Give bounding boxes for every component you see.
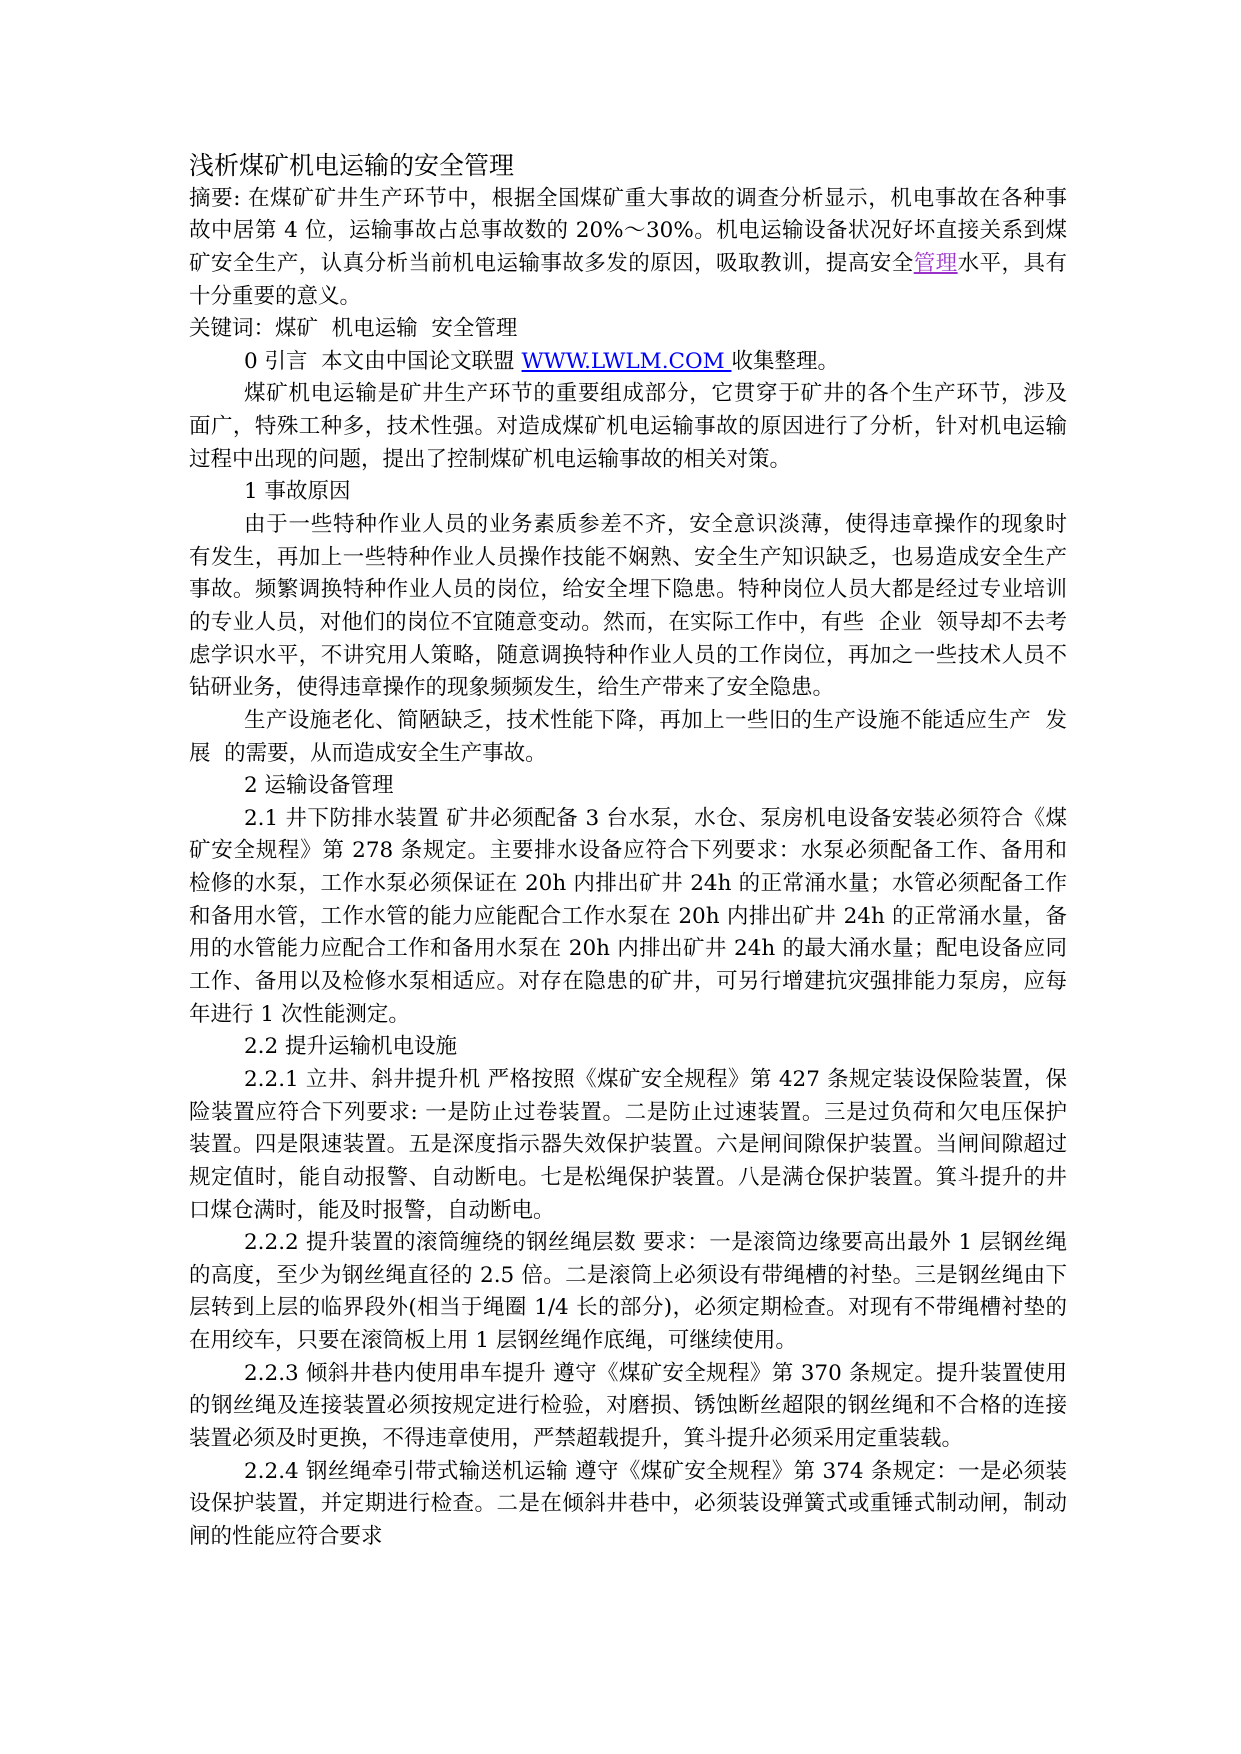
text-line: 装置必须及时更换，不得违章使用，严禁超载提升，箕斗提升必须采用定重装载。 [189, 1425, 964, 1451]
text-line: 2.2.4 钢丝绳牵引带式输送机运输 遵守《煤矿安全规程》第 374 条规定：一是必须装 [244, 1458, 1067, 1484]
intro-paragraph [189, 378, 1067, 476]
text-line: 2.1 井下防排水装置 矿井必须配备 3 台水泵，水仓、泵房机电设备安装必须符合《煤 [244, 805, 1067, 831]
text-line: 展 的需要，从而造成安全生产事故。 [189, 740, 547, 766]
section-2-2-2-paragraph [189, 1227, 1067, 1358]
text-line: 规定值时，能自动报警、自动断电。七是松绳保护装置。八是满仓保护装置。箕斗提升的井 [189, 1164, 1067, 1190]
text-line: 用的水管能力应配合工作和备用水泵在 20h 内排出矿井 24h 的最大涌水量；配电设备应同 [189, 936, 1067, 962]
text-line: 摘要: 在煤矿矿井生产环节中，根据全国煤矿重大事故的调查分析显示，机电事故在各种事 [189, 185, 1067, 211]
text-line: 虑学识水平，不讲究用人策略，随意调换特种作业人员的工作岗位，再加之一些技术人员不 [189, 642, 1067, 668]
text-line: 的钢丝绳及连接装置必须按规定进行检验，对磨损、锈蚀断丝超限的钢丝绳和不合格的连接 [189, 1393, 1067, 1419]
management-link[interactable]: 管理 [913, 250, 958, 276]
text-segment: 水平，具有 [957, 250, 1067, 276]
text-line: 关键词：煤矿 机电运输 安全管理 [189, 316, 518, 342]
text-line: 面广，特殊工种多，技术性强。对造成煤矿机电运输事故的原因进行了分析，针对机电运输 [189, 414, 1067, 440]
text-line: 十分重要的意义。 [189, 283, 362, 309]
text-line: 煤矿机电运输是矿井生产环节的重要组成部分，它贯穿于矿井的各个生产环节，涉及 [244, 381, 1067, 407]
text-line: 设保护装置，并定期进行检查。二是在倾斜井巷中，必须装设弹簧式或重锤式制动闸，制动 [189, 1491, 1067, 1517]
text-line [189, 346, 1067, 379]
text-line: 层转到上层的临界段外(相当于绳圈 1/4 长的部分)，必须定期检查。对现有不带绳槽衬垫的 [189, 1295, 1067, 1321]
keywords-paragraph [189, 313, 1067, 346]
document-title: 浅析煤矿机电运输的安全管理 [189, 151, 515, 180]
section-2-2-heading [189, 1031, 1067, 1064]
text-line: 2.2.3 倾斜井巷内使用串车提升 遵守《煤矿安全规程》第 370 条规定。提升装置使用 [244, 1360, 1067, 1386]
lwlm-website-link[interactable]: WWW.LWLM.COM [521, 348, 732, 374]
text-segment: 收集整理。 [731, 348, 839, 374]
text-line: 口煤仓满时，能及时报警，自动断电。 [189, 1197, 555, 1223]
document-page [189, 150, 1067, 1554]
text-line: 过程中出现的问题，提出了控制煤矿机电运输事故的相关对策。 [189, 446, 792, 472]
section-2-2-1-paragraph [189, 1064, 1067, 1227]
section-1-paragraph [189, 705, 1067, 770]
text-line: 事故。频繁调换特种作业人员的岗位，给安全埋下隐患。特种岗位人员大都是经过专业培训 [189, 577, 1067, 603]
text-line: 故中居第 4 位，运输事故占总事故数的 20%～30%。机电运输设备状况好坏直接关系到煤 [189, 218, 1067, 244]
text-line: 工作、备用以及检修水泵相适应。对存在隐患的矿井，可另行增建抗灾强排能力泵房，应每 [189, 969, 1067, 995]
section-2-heading [189, 770, 1067, 803]
section-2-2-4-paragraph [189, 1456, 1067, 1554]
text-line: 有发生，再加上一些特种作业人员操作技能不娴熟、安全生产知识缺乏，也易造成安全生产 [189, 544, 1067, 570]
text-line: 钻研业务，使得违章操作的现象频频发生，给生产带来了安全隐患。 [189, 675, 835, 701]
text-line: 在用绞车，只要在滚筒板上用 1 层钢丝绳作底绳，可继续使用。 [189, 1328, 797, 1354]
abstract-paragraph [189, 183, 1067, 314]
text-line: 年进行 1 次性能测定。 [189, 1001, 410, 1027]
text-line: 闸的性能应符合要求 [189, 1523, 383, 1549]
section-2-2-3-paragraph [189, 1358, 1067, 1456]
text-line: 生产设施老化、简陋缺乏，技术性能下降，再加上一些旧的生产设施不能适应生产 发 [244, 707, 1067, 733]
text-line [189, 248, 1067, 281]
section-1-heading [189, 476, 1067, 509]
text-line: 1 事故原因 [244, 479, 351, 505]
text-line: 险装置应符合下列要求: 一是防止过卷装置。二是防止过速装置。三是过负荷和欠电压保护 [189, 1099, 1067, 1125]
text-line: 由于一些特种作业人员的业务素质参差不齐，安全意识淡薄，使得违章操作的现象时 [244, 512, 1067, 538]
text-line: 2.2.1 立井、斜井提升机 严格按照《煤矿安全规程》第 427 条规定装设保险装置，保 [244, 1066, 1067, 1092]
text-line: 和备用水管，工作水管的能力应能配合工作水泵在 20h 内排出矿井 24h 的正常涌水量，备 [189, 903, 1067, 929]
section-1-paragraph [189, 509, 1067, 705]
text-line: 检修的水泵，工作水泵必须保证在 20h 内排出矿井 24h 的正常涌水量；水管必须配备工作 [189, 871, 1067, 897]
text-line: 装置。四是限速装置。五是深度指示器失效保护装置。六是闸间隙保护装置。当闸间隙超过 [189, 1132, 1067, 1158]
text-line: 矿安全规程》第 278 条规定。主要排水设备应符合下列要求：水泵必须配备工作、备用和 [189, 838, 1067, 864]
section-2-1-paragraph [189, 803, 1067, 1031]
text-line: 的高度，至少为钢丝绳直径的 2.5 倍。二是滚筒上必须设有带绳槽的衬垫。三是钢丝绳由下 [189, 1262, 1067, 1288]
text-line: 的专业人员，对他们的岗位不宜随意变动。然而，在实际工作中，有些 企业 领导却不去考 [189, 609, 1067, 635]
intro-heading [189, 346, 1067, 379]
text-segment: 矿安全生产，认真分析当前机电运输事故多发的原因，吸取教训，提高安全 [189, 250, 914, 276]
text-line: 2.2 提升运输机电设施 [244, 1034, 458, 1060]
text-segment: 0 引言 本文由中国论文联盟 [244, 348, 522, 374]
text-line: 2 运输设备管理 [244, 773, 394, 799]
text-line: 2.2.2 提升装置的滚筒缠绕的钢丝绳层数 要求：一是滚筒边缘要高出最外 1 层钢丝绳 [244, 1230, 1067, 1256]
